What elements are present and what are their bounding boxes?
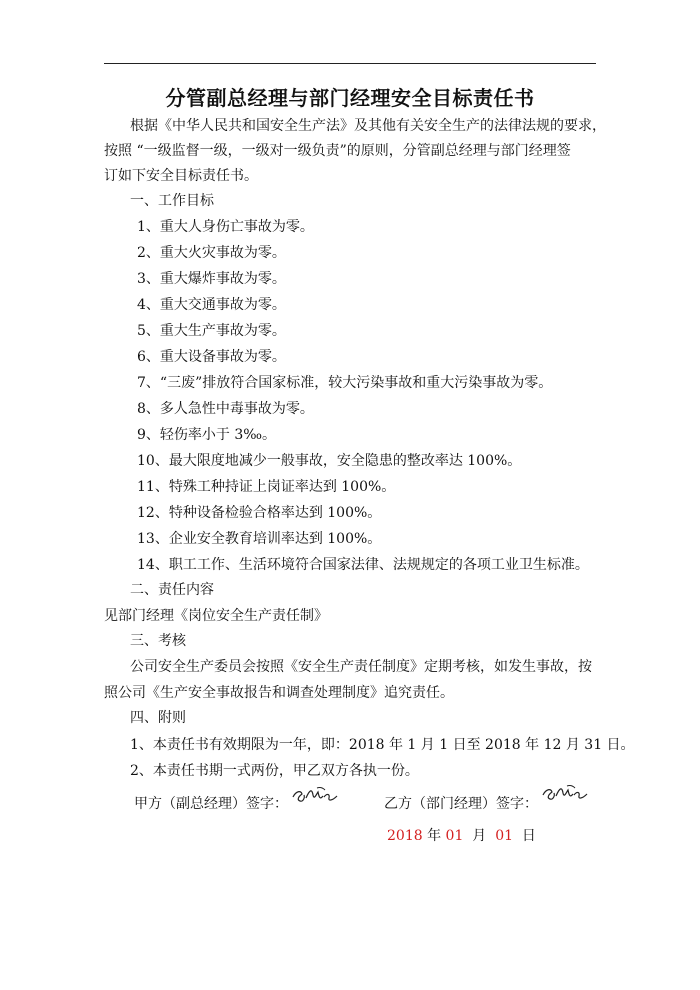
intro-line-1: 根据《中华人民共和国安全生产法》及其他有关安全生产的法律法规的要求， xyxy=(130,118,606,134)
date-year: 2018 xyxy=(387,828,423,844)
assessment-line-1: 公司安全生产委员会按照《安全生产责任制度》定期考核，如发生事故，按 xyxy=(130,659,592,675)
goal-item: 14、职工工作、生活环境符合国家法律、法规规定的各项工业卫生标准。 xyxy=(137,557,589,573)
goal-item: 9、轻伤率小于 3‰。 xyxy=(137,427,277,443)
goal-item: 1、重大人身伤亡事故为零。 xyxy=(137,219,314,235)
goal-item: 7、“三废”排放符合国家标准，较大污染事故和重大污染事故为零。 xyxy=(137,375,553,391)
goal-item: 4、重大交通事故为零。 xyxy=(137,297,286,313)
appendix-item: 1、本责任书有效期限为一年，即：2018 年 1 月 1 日至 2018 年 12 月 31 日。 xyxy=(130,737,635,753)
intro-line-3: 订如下安全目标责任书。 xyxy=(104,168,258,184)
appendix-item: 2、本责任书期一式两份，甲乙双方各执一份。 xyxy=(130,763,419,779)
date-month: 01 xyxy=(445,828,464,844)
document-title: 分管副总经理与部门经理安全目标责任书 xyxy=(165,86,535,110)
party-a-signature xyxy=(290,783,340,809)
date-day: 01 xyxy=(495,828,514,844)
goal-item: 12、特种设备检验合格率达到 100%。 xyxy=(137,505,382,521)
goal-item: 6、重大设备事故为零。 xyxy=(137,349,286,365)
header-rule xyxy=(104,63,596,64)
goal-item: 11、特殊工种持证上岗证率达到 100%。 xyxy=(137,479,396,495)
goal-item: 10、最大限度地减少一般事故，安全隐患的整改率达 100%。 xyxy=(137,453,522,469)
goal-item: 3、重大爆炸事故为零。 xyxy=(137,271,286,287)
section-heading-goals: 一、工作目标 xyxy=(130,193,214,209)
assessment-line-2: 照公司《生产安全事故报告和调查处理制度》追究责任。 xyxy=(104,685,454,701)
party-a-label: 甲方（副总经理）签字： xyxy=(134,796,288,812)
goal-item: 8、多人急性中毒事故为零。 xyxy=(137,401,314,417)
goal-item: 5、重大生产事故为零。 xyxy=(137,323,286,339)
section-heading-responsibility: 二、责任内容 xyxy=(130,582,214,598)
goal-item: 2、重大火灾事故为零。 xyxy=(137,245,286,261)
goal-item: 13、企业安全教育培训率达到 100%。 xyxy=(137,531,382,547)
date-year-unit: 年 xyxy=(422,828,446,844)
date-day-unit: 日 xyxy=(513,828,536,844)
party-b-label: 乙方（部门经理）签字： xyxy=(384,796,538,812)
responsibility-text: 见部门经理《岗位安全生产责任制》 xyxy=(104,608,328,624)
intro-line-2: 按照 “一级监督一级，一级对一级负责”的原则，分管副总经理与部门经理签 xyxy=(104,143,571,159)
section-heading-assessment: 三、考核 xyxy=(130,633,186,649)
signing-date xyxy=(387,826,536,846)
date-month-unit: 月 xyxy=(463,828,496,844)
party-b-signature xyxy=(540,781,590,807)
section-heading-appendix: 四、附则 xyxy=(130,710,186,726)
